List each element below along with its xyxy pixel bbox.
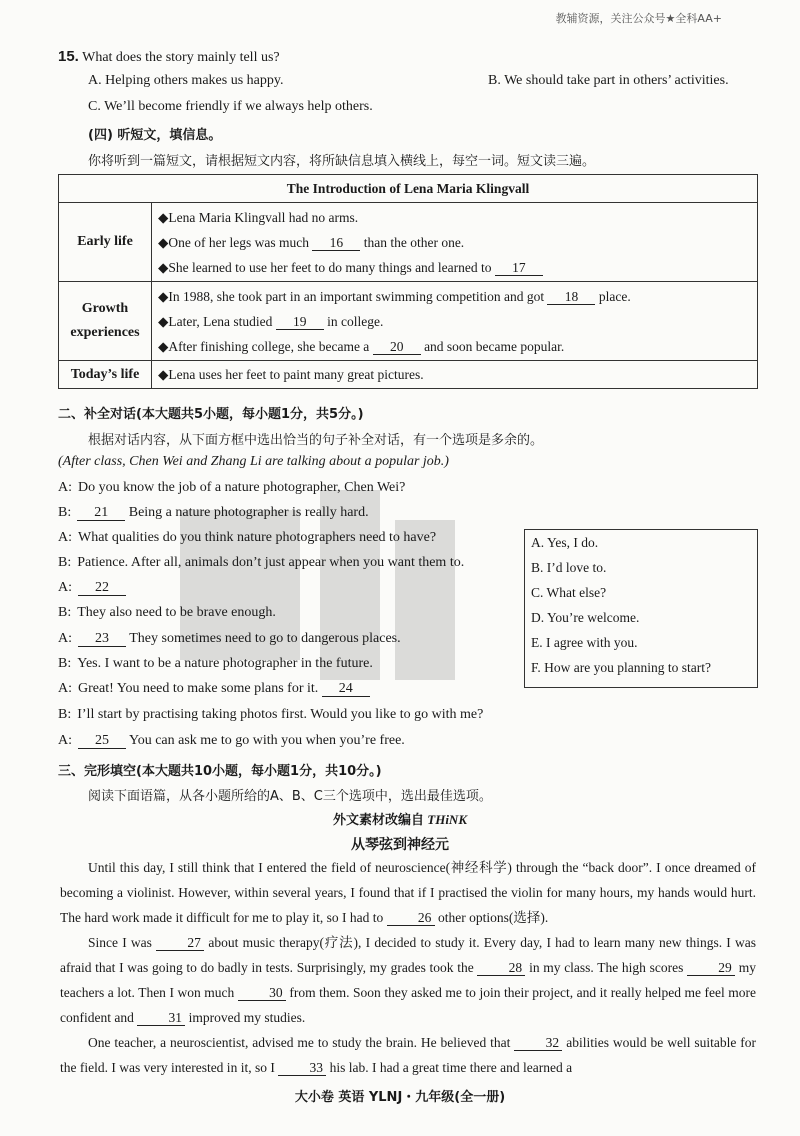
blank-27[interactable]: 27	[156, 935, 204, 951]
dialog-line	[58, 555, 464, 571]
growth-label	[59, 282, 152, 361]
speaker-label: B:	[58, 707, 72, 722]
speaker-label: A:	[58, 733, 72, 748]
option-f[interactable]: F. How are you planning to start?	[531, 660, 712, 675]
dialog-text: Great! You need to make some plans for it.	[78, 681, 319, 696]
speaker-label: B:	[58, 656, 72, 671]
dialog-line	[58, 505, 369, 521]
passage-text: improved my studies.	[188, 1010, 306, 1025]
passage-text: abilities would be well suitable for the field. I was very interested in it, so I	[60, 1035, 756, 1075]
dialog-text: Patience. After all, animals don’t just appear when you want them to.	[77, 555, 465, 570]
dialog-line	[58, 656, 373, 672]
watermark-text: 教辅资源，关注公众号★全科AA+	[555, 12, 722, 25]
blank-16[interactable]: 16	[312, 235, 360, 251]
today-label: Today’s life	[59, 361, 152, 389]
row-text: and soon became popular.	[424, 338, 565, 354]
blank-31[interactable]: 31	[137, 1010, 185, 1026]
passage-source	[0, 809, 800, 828]
table-row	[158, 309, 751, 334]
blank-32[interactable]: 32	[514, 1035, 562, 1051]
dialog-text: They also need to be brave enough.	[77, 605, 276, 620]
part3-heading: 三、完形填空(本大题共10小题，每小题1分，共10分。)	[58, 764, 382, 779]
blank-29[interactable]: 29	[687, 960, 735, 976]
table-row	[158, 334, 751, 359]
blank-18[interactable]: 18	[547, 289, 595, 305]
table-row	[158, 230, 751, 255]
passage-text: Since I was	[88, 935, 152, 950]
option-15-a: A. Helping others makes us happy.	[88, 73, 284, 88]
row-text: in college.	[327, 313, 384, 329]
speaker-label: A:	[58, 580, 72, 595]
dialog-line	[58, 580, 126, 596]
part2-instruction: 根据对话内容，从下面方框中选出恰当的句子补全对话，有一个选项是多余的。	[88, 433, 544, 448]
blank-24[interactable]: 24	[322, 681, 370, 697]
passage-text: other options(选择).	[438, 910, 549, 925]
option-b[interactable]: B. I’d love to.	[531, 560, 607, 575]
option-d[interactable]: D. You’re welcome.	[531, 610, 640, 625]
today-cell: ◆Lena uses her feet to paint many great pictures.	[152, 361, 758, 389]
source-prefix: 外文素材改编自	[333, 813, 425, 828]
part3-instruction: 阅读下面语篇，从各小题所给的A、B、C三个选项中，选出最佳选项。	[88, 789, 492, 804]
dialog-text: What qualities do you think nature photographers need to have?	[78, 530, 437, 545]
passage-title: 从琴弦到神经元	[351, 837, 449, 853]
blank-25[interactable]: 25	[78, 733, 126, 749]
part2-heading: 二、补全对话(本大题共5小题，每小题1分，共5分。)	[58, 407, 364, 422]
blank-22[interactable]: 22	[78, 580, 126, 596]
blank-28[interactable]: 28	[477, 960, 525, 976]
options-box	[524, 529, 758, 688]
dialog-line	[58, 681, 370, 697]
growth-label-line: experiences	[70, 325, 140, 340]
page-footer: 大小卷 英语 YLNJ・九年级(全一册)	[294, 1090, 506, 1105]
blank-17[interactable]: 17	[495, 260, 543, 276]
blank-20[interactable]: 20	[373, 339, 421, 355]
dialog-text: You can ask me to go with you when you’re free.	[128, 733, 405, 748]
dialog-text: Yes. I want to be a nature photographer in the future.	[77, 656, 373, 671]
speaker-label: A:	[58, 480, 72, 495]
passage-paragraph-2	[60, 930, 756, 1030]
speaker-label: B:	[58, 505, 72, 520]
row-text: ◆She learned to use her feet to do many things and learned to	[158, 259, 492, 275]
passage-text: about music therapy(疗法), I decided to study it. Every day, I had to learn many new things. I was afraid that I was going to do badly in tests. Surprisingly, my grades took the	[60, 935, 756, 975]
speaker-label: A:	[58, 530, 72, 545]
growth-label-line: Growth	[81, 301, 129, 316]
dialog-line	[58, 480, 405, 496]
option-15-b: B. We should take part in others’ activities.	[488, 73, 729, 88]
dialog-context: (After class, Chen Wei and Zhang Li are talking about a popular job.)	[58, 454, 449, 469]
option-15-c: C. We’ll become friendly if we always help others.	[88, 99, 373, 114]
dialog-line	[58, 733, 405, 749]
table-row	[158, 205, 751, 230]
dialog-text: Being a nature photographer is really hard.	[128, 505, 369, 520]
part4-instruction: 你将听到一篇短文，请根据短文内容，将所缺信息填入横线上，每空一词。短文读三遍。	[88, 154, 596, 169]
blank-19[interactable]: 19	[276, 314, 324, 330]
blank-26[interactable]: 26	[387, 910, 435, 926]
speaker-label: A:	[58, 681, 72, 696]
row-text: place.	[598, 288, 631, 304]
row-text: ◆After finishing college, she became a	[158, 338, 370, 354]
passage-text: his lab. I had a great time there and learned a	[329, 1060, 573, 1075]
table-row	[158, 284, 751, 309]
blank-23[interactable]: 23	[78, 631, 126, 647]
passage-text: Until this day, I still think that I entered the field of neuroscience(神经科学) through the “back door”. I once dreamed of becoming a violinist. However, within several years, I found that if I practised the violin for many hours, my hands would hurt. The hard work made it difficult for me to play it, so I had to	[60, 860, 756, 925]
dialog-text: Do you know the job of a nature photographer, Chen Wei?	[78, 480, 406, 495]
growth-cell	[152, 282, 758, 361]
passage-text: my teachers a lot. Then I won much	[60, 960, 756, 1000]
row-text: than the other one.	[363, 234, 465, 250]
row-text: ◆One of her legs was much	[158, 234, 309, 250]
info-table	[58, 174, 758, 389]
dialog-text: I’ll start by practising taking photos first. Would you like to go with me?	[77, 707, 484, 722]
question-15	[58, 48, 280, 66]
question-text: What does the story mainly tell us?	[82, 50, 280, 65]
option-a[interactable]: A. Yes, I do.	[531, 535, 599, 550]
passage-text: from them. Soon they asked me to join their project, and it really helped me feel more confident and	[60, 985, 757, 1025]
passage-text: in my class. The high scores	[529, 960, 684, 975]
row-text: ◆Lena Maria Klingvall had no arms.	[158, 209, 359, 225]
option-c[interactable]: C. What else?	[531, 585, 607, 600]
dialog-line	[58, 631, 401, 647]
passage-paragraph-3	[60, 1030, 756, 1080]
speaker-label: A:	[58, 631, 72, 646]
passage-text: One teacher, a neuroscientist, advised me to study the brain. He believed that	[88, 1035, 511, 1050]
dialog-line	[58, 707, 483, 723]
part4-heading: (四) 听短文，填信息。	[88, 128, 222, 143]
early-life-cell	[152, 203, 758, 282]
option-e[interactable]: E. I agree with you.	[531, 635, 638, 650]
speaker-label: B:	[58, 555, 72, 570]
passage-paragraph-1	[60, 855, 756, 930]
blank-21[interactable]: 21	[77, 505, 125, 521]
table-row	[158, 255, 751, 280]
speaker-label: B:	[58, 605, 72, 620]
question-number: 15.	[58, 48, 79, 65]
dialog-line	[58, 605, 276, 621]
blank-33[interactable]: 33	[278, 1060, 326, 1076]
dialog-text: They sometimes need to go to dangerous places.	[129, 631, 401, 646]
early-life-label: Early life	[59, 203, 152, 282]
table-title: The Introduction of Lena Maria Klingvall	[59, 175, 758, 203]
source-name: THiNK	[427, 812, 467, 827]
dialog-line	[58, 530, 436, 546]
blank-30[interactable]: 30	[238, 985, 286, 1001]
row-text: ◆In 1988, she took part in an important swimming competition and got	[158, 288, 545, 304]
row-text: ◆Later, Lena studied	[158, 313, 273, 329]
